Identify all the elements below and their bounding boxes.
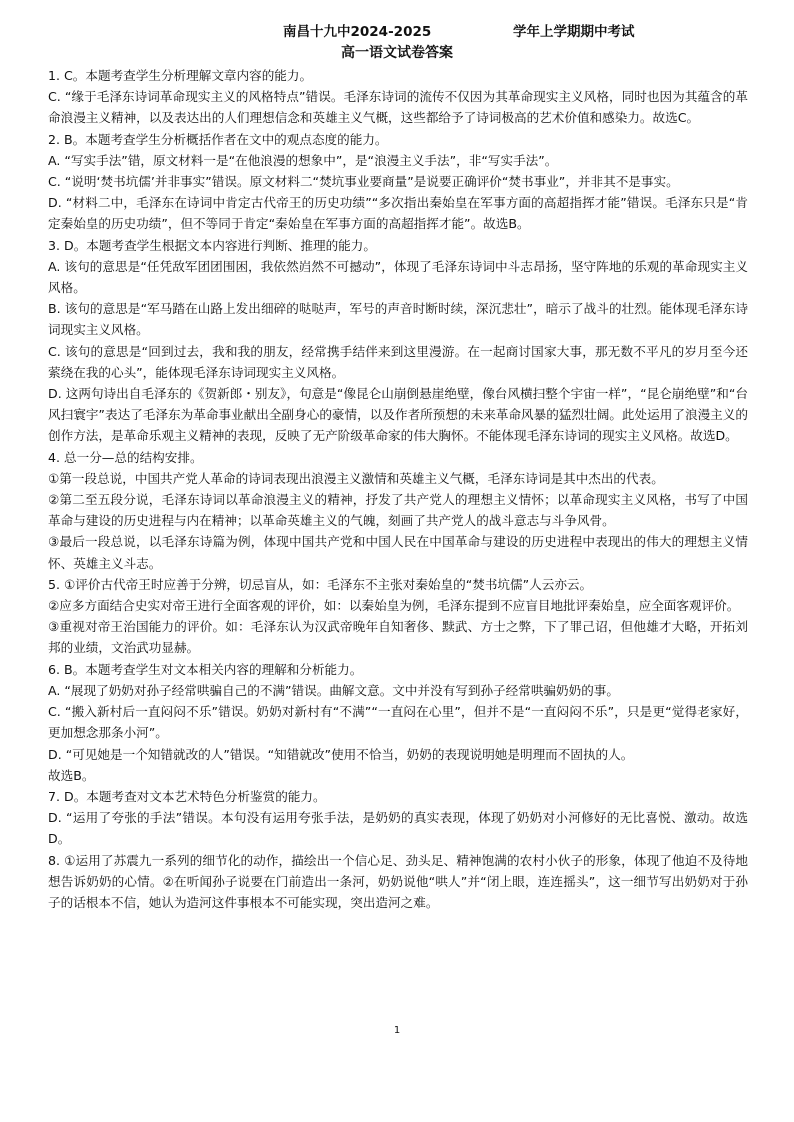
answer-paragraph: ③最后一段总说，以毛泽东诗篇为例，体现中国共产党和中国人民在中国革命与建设的历史进程中表现出的伟大的理想主义情怀、英雄主义斗志。 bbox=[48, 534, 748, 571]
answer-paragraph: ②第二至五段分说，毛泽东诗词以革命浪漫主义的精神，抒发了共产党人的理想主义情怀；以革命现实主义风格，书写了中国革命与建设的历史进程与内在精神；以革命英雄主义的气魄，刻画了共产党人的战斗意志与斗争风骨。 bbox=[48, 492, 748, 529]
exam-header bbox=[0, 20, 794, 40]
page-title: 高一语文试卷答案 bbox=[341, 45, 453, 61]
answer-paragraph: 4. 总一分—总的结构安排。 bbox=[48, 449, 203, 465]
answer-paragraph: D. “可见她是一个知错就改的人”错误。“知错就改”使用不恰当，奶奶的表现说明她是明理而不固执的人。 bbox=[48, 746, 634, 762]
answer-paragraph: C. 该句的意思是“回到过去，我和我的朋友，经常携手结伴来到这里漫游。在一起商讨国家大事，那无数不平凡的岁月至今还萦绕在我的心头”，能体现毛泽东诗词现实主义风格。 bbox=[48, 343, 748, 380]
answer-paragraph: 1. C。本题考查学生分析理解文章内容的能力。 bbox=[48, 68, 313, 83]
answer-paragraph: 3. D。本题考查学生根据文本内容进行判断、推理的能力。 bbox=[48, 237, 376, 253]
answer-paragraph: D. 这两句诗出自毛泽东的《贺新郎・别友》，句意是“像昆仑山崩倒悬崖绝壁，像台风横扫整个宇宙一样”，“昆仑崩绝壁”和“台风扫寰宇”表达了毛泽东为革命事业献出全副身心的豪情，以及作者所预想的未来革命风暴的猛烈壮阔。此处运用了浪漫主义的创作方法，是革命乐观主义精神的表现，反映了无产阶级革命家的伟大胸怀。不能体现毛泽东诗词的现实主义风格。故选D。 bbox=[48, 386, 748, 444]
answer-paragraph: ①第一段总说，中国共产党人革命的诗词表现出浪漫主义激情和英雄主义气概，毛泽东诗词是其中杰出的代表。 bbox=[48, 470, 664, 486]
answer-paragraph: C. “搬入新村后一直闷闷不乐”错误。奶奶对新村有“不满”“一直闷在心里”，但并不是“一直闷闷不乐”，只是更“觉得老家好，更加想念那条小河”。 bbox=[48, 704, 748, 741]
answer-paragraph: D. “材料二中，毛泽东在诗词中肯定古代帝王的历史功绩”“多次指出秦始皇在军事方面的高超指挥才能”错误。毛泽东只是“肯定秦始皇的历史功绩”，但不等同于肯定“秦始皇在军事方面的高超指挥才能”。故选B。 bbox=[48, 195, 748, 232]
answer-paragraph: 6. B。本题考查学生对文本相关内容的理解和分析能力。 bbox=[48, 661, 363, 677]
answer-paragraph: D. “运用了夸张的手法”错误。本句没有运用夸张手法，是奶奶的真实表现，体现了奶奶对小河修好的无比喜悦、激动。故选D。 bbox=[48, 810, 748, 847]
answer-paragraph: A. 该句的意思是“任凭敌军团团围困，我依然岿然不可撼动”，体现了毛泽东诗词中斗志昂扬，坚守阵地的乐观的革命现实主义风格。 bbox=[48, 258, 748, 296]
answer-paragraph: 7. D。本题考查对文本艺术特色分析鉴赏的能力。 bbox=[48, 788, 326, 804]
page-number: 1 bbox=[393, 1025, 401, 1036]
answer-paragraph: A. “写实手法”错，原文材料一是“在他浪漫的想象中”，是“浪漫主义手法”，非“写实手法”。 bbox=[48, 152, 558, 168]
answer-paragraph: ②应多方面结合史实对帝王进行全面客观的评价，如：以秦始皇为例，毛泽东提到不应盲目地批评秦始皇，应全面客观评价。 bbox=[48, 598, 740, 614]
answer-paragraph: A. “展现了奶奶对孙子经常哄骗自己的不满”错误。曲解文意。文中并没有写到孙子经常哄骗奶奶的事。 bbox=[48, 682, 619, 698]
answer-paragraph: ③重视对帝王治国能力的评价。如：毛泽东认为汉武帝晚年自知奢侈、黩武、方士之弊，下了罪己诏，但他雄才大略，开拓刘邦的业绩，文治武功显赫。 bbox=[48, 619, 748, 656]
school-year: 南昌十九中2024-2025 bbox=[283, 24, 432, 40]
answer-body bbox=[48, 65, 748, 913]
answer-paragraph: B. 该句的意思是“军马踏在山路上发出细碎的哒哒声，军号的声音时断时续，深沉悲壮”，暗示了战斗的壮烈。能体现毛泽东诗词现实主义风格。 bbox=[48, 301, 748, 338]
answer-paragraph: C. “缘于毛泽东诗词革命现实主义的风格特点”错误。毛泽东诗词的流传不仅因为其革命现实主义风格，同时也因为其蕴含的革命浪漫主义精神，以及表达出的人们理想信念和英雄主义气概，这些都给予了诗词极高的艺术价值和感染力。故选C。 bbox=[48, 89, 748, 126]
answer-paragraph: 故选B。 bbox=[48, 767, 95, 783]
exam-term: 学年上学期期中考试 bbox=[513, 24, 635, 40]
answer-paragraph: 5. ①评价古代帝王时应善于分辨，切忌盲从，如：毛泽东不主张对秦始皇的“焚书坑儒”人云亦云。 bbox=[48, 576, 593, 592]
answer-paragraph: 2. B。本题考查学生分析概括作者在文中的观点态度的能力。 bbox=[48, 131, 388, 147]
answer-paragraph: C. “说明‘焚书坑儒’并非事实”错误。原文材料二“焚坑事业要商量”是说要正确评价“焚书事业”，并非其不是事实。 bbox=[48, 174, 679, 190]
answer-paragraph: 8. ①运用了苏震九一系列的细节化的动作，描绘出一个信心足、劲头足、精神饱满的农村小伙子的形象，体现了他迫不及待地想告诉奶奶的心情。②在听闻孙子说要在门前造出一条河，奶奶说他“哄人”并“闭上眼，连连摇头”，这一细节写出奶奶对于孙子的话根本不信，她认为造河这件事根本不可能实现，突出造河之难。 bbox=[48, 852, 748, 910]
